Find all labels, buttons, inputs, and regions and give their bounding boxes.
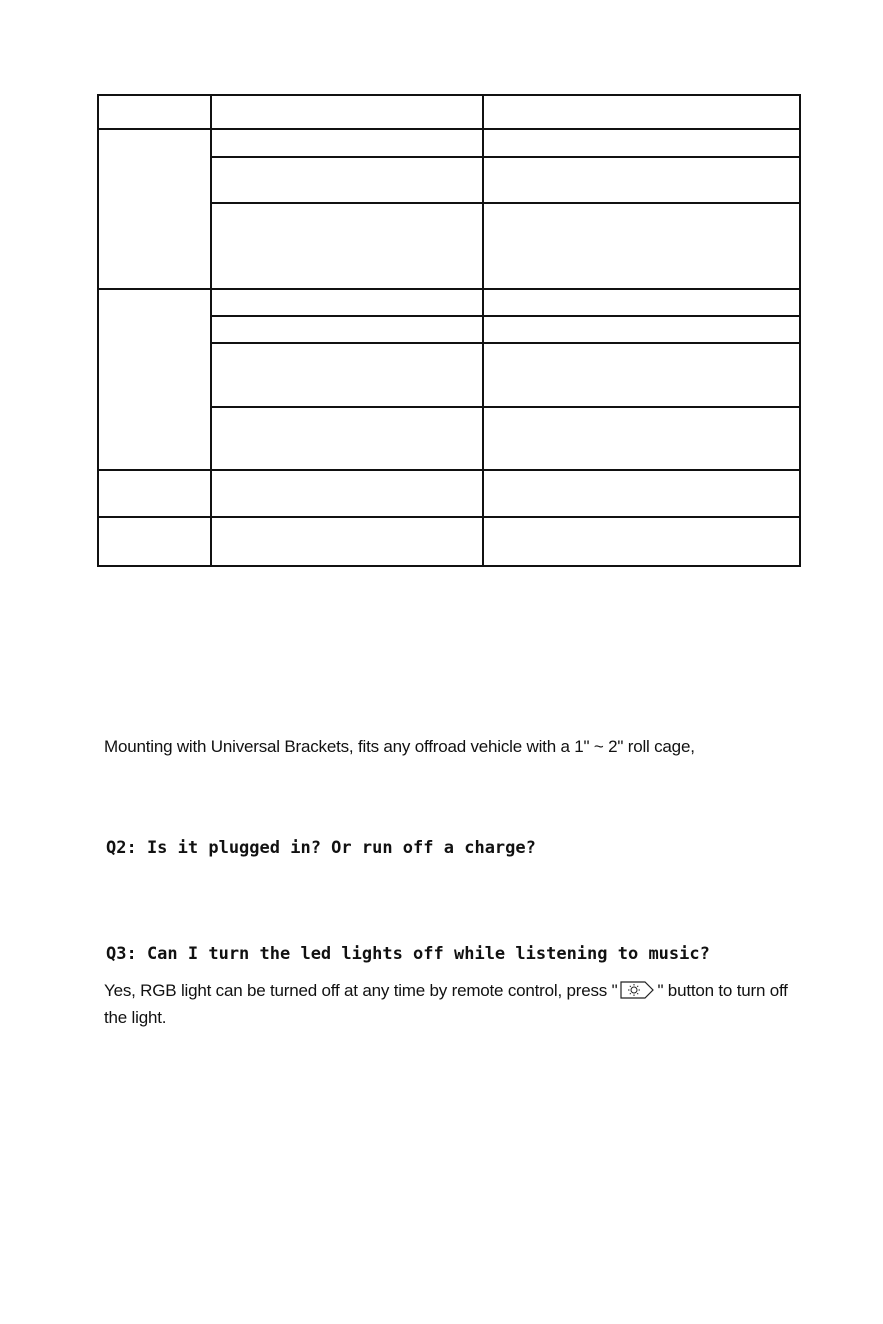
table-cell: [211, 203, 483, 289]
table-cell: [483, 157, 800, 203]
table-cell: [483, 129, 800, 157]
light-bulb-remote-button-icon: [619, 978, 655, 1002]
table-cell: [211, 95, 483, 129]
table-cell: [98, 470, 211, 517]
table-row: [98, 470, 800, 517]
table-row: [98, 289, 800, 316]
table-cell: [483, 470, 800, 517]
table-header-row: [98, 95, 800, 129]
q3-answer-text-start: Yes, RGB light can be turned off at any time by remote control, press ": [104, 981, 618, 1000]
table-cell: [483, 343, 800, 407]
table-cell: [483, 289, 800, 316]
table-group-cell: [98, 289, 211, 470]
table-cell: [211, 343, 483, 407]
table-cell: [211, 129, 483, 157]
table-cell: [483, 517, 800, 566]
table-cell: [483, 407, 800, 470]
q3-answer-text-end: " button to turn off the light.: [104, 981, 788, 1027]
table-cell: [483, 203, 800, 289]
table-cell: [98, 95, 211, 129]
q3-answer: [104, 977, 804, 1031]
table-cell: [211, 407, 483, 470]
q1-answer: Mounting with Universal Brackets, fits any offroad vehicle with a 1" ~ 2" roll cage,: [104, 737, 695, 756]
table-cell: [483, 316, 800, 343]
table-cell: [211, 289, 483, 316]
table-cell: [98, 517, 211, 566]
table-row: [98, 129, 800, 157]
table-cell: [211, 316, 483, 343]
spec-table: [97, 94, 801, 567]
table-group-cell: [98, 129, 211, 289]
q3-question: Q3: Can I turn the led lights off while listening to music?: [106, 944, 710, 964]
q2-question: Q2: Is it plugged in? Or run off a charge?: [106, 838, 536, 858]
table-cell: [211, 157, 483, 203]
table-cell: [211, 470, 483, 517]
table-cell: [483, 95, 800, 129]
table-cell: [211, 517, 483, 566]
table-row: [98, 517, 800, 566]
